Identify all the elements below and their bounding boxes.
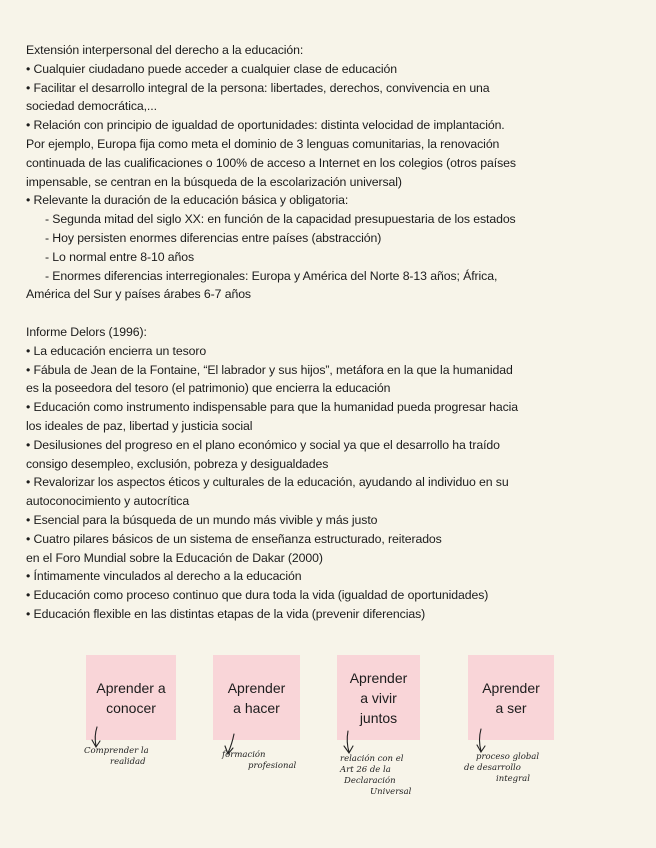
pillar-label: Aprender	[482, 679, 540, 696]
pillar-label: Aprender a	[96, 679, 166, 696]
handwritten-line: Comprender la	[84, 746, 149, 756]
handwritten-line: Declaración	[344, 776, 396, 786]
handwritten-line: proceso global	[476, 752, 540, 762]
pillar-label: a vivir	[360, 689, 397, 706]
text-subline: - Segunda mitad del siglo XX: en función de la capacidad presupuestaria de los estados	[45, 212, 516, 227]
arrow-icon	[344, 731, 353, 753]
text-line: Por ejemplo, Europa fija como meta el dominio de 3 lenguas comunitarias, la renovación	[26, 136, 500, 151]
text-line: • Educación flexible en las distintas etapas de la vida (prevenir diferencias)	[26, 606, 426, 621]
arrow-icon	[92, 727, 100, 747]
text-line: consigo desempleo, exclusión, pobreza y desigualdades	[26, 456, 329, 471]
section-title-extension: Extensión interpersonal del derecho a la educación:	[26, 43, 304, 57]
text-line: • Facilitar el desarrollo integral de la persona: libertades, derechos, convivencia en una	[26, 80, 490, 95]
arrow-icon	[477, 729, 485, 752]
pillar-label: a ser	[495, 699, 527, 716]
pillar-label: Aprender	[227, 679, 286, 696]
text-line: • Fábula de Jean de la Fontaine, “El labrador y sus hijos”, metáfora en la que la humanidad	[26, 362, 513, 377]
text-line: continuada de las cualificaciones o 100% de acceso a Internet en los colegios (otros países	[26, 155, 516, 170]
handwritten-line: de desarrollo	[464, 763, 521, 773]
text-line: es la poseedora del tesoro (el patrimonio) que encierra la educación	[26, 381, 391, 396]
handwritten-line: integral	[496, 774, 530, 784]
text-line: • Desilusiones del progreso en el plano económico y social ya que el desarrollo ha traído	[26, 437, 500, 452]
text-line: los ideales de paz, libertad y justicia social	[26, 418, 253, 433]
handwritten-note-conocer	[84, 746, 149, 768]
handwritten-note-ser	[464, 752, 540, 785]
handwritten-line: Universal	[370, 787, 412, 797]
text-line: sociedad democrática,...	[26, 99, 157, 114]
handwritten-line: Art 26 de la	[340, 765, 391, 775]
text-line: • Revalorizar los aspectos éticos y culturales de la educación, ayudando al individuo en su	[26, 475, 509, 490]
text-line: autoconocimiento y autocrítica	[26, 494, 190, 509]
handwritten-line: formación	[222, 750, 266, 760]
text-line: • Cuatro pilares básicos de un sistema de enseñanza estructurado, reiterados	[26, 531, 442, 546]
text-line: en el Foro Mundial sobre la Educación de Dakar (2000)	[26, 550, 323, 565]
section-title-delors: Informe Delors (1996):	[26, 324, 147, 339]
text-line: impensable, se centran en la búsqueda de la escolarización universal)	[26, 174, 402, 189]
handwritten-note-hacer	[222, 750, 296, 772]
handwritten-note-vivir-juntos	[340, 754, 411, 798]
handwritten-line: realidad	[110, 757, 146, 767]
handwritten-line: relación con el	[340, 754, 404, 764]
pillar-label: a hacer	[233, 699, 280, 716]
handwritten-line: profesional	[248, 761, 297, 771]
text-subline: - Hoy persisten enormes diferencias entre países (abstracción)	[45, 230, 382, 245]
pillar-label: conocer	[106, 699, 156, 716]
text-line: • Educación como instrumento indispensable para que la humanidad pueda progresar hacia	[26, 400, 519, 415]
text-line: • Educación como proceso continuo que dura toda la vida (igualdad de oportunidades)	[26, 588, 489, 603]
text-line: • Relevante la duración de la educación básica y obligatoria:	[26, 193, 349, 208]
text-line: América del Sur y países árabes 6-7 años	[26, 287, 251, 302]
text-line: • Cualquier ciudadano puede acceder a cualquier clase de educación	[26, 61, 397, 76]
text-subline: - Lo normal entre 8-10 años	[45, 249, 195, 264]
pillar-label: Aprender	[349, 669, 408, 686]
text-line: • Relación con principio de igualdad de oportunidades: distinta velocidad de implantación.	[26, 118, 505, 133]
pillar-label: juntos	[359, 709, 398, 726]
text-subline: - Enormes diferencias interregionales: Europa y América del Norte 8-13 años; África,	[45, 268, 498, 283]
text-line: • La educación encierra un tesoro	[26, 343, 207, 358]
text-line: • Esencial para la búsqueda de un mundo más vivible y más justo	[26, 512, 378, 527]
text-line: • Íntimamente vinculados al derecho a la educación	[26, 569, 302, 584]
